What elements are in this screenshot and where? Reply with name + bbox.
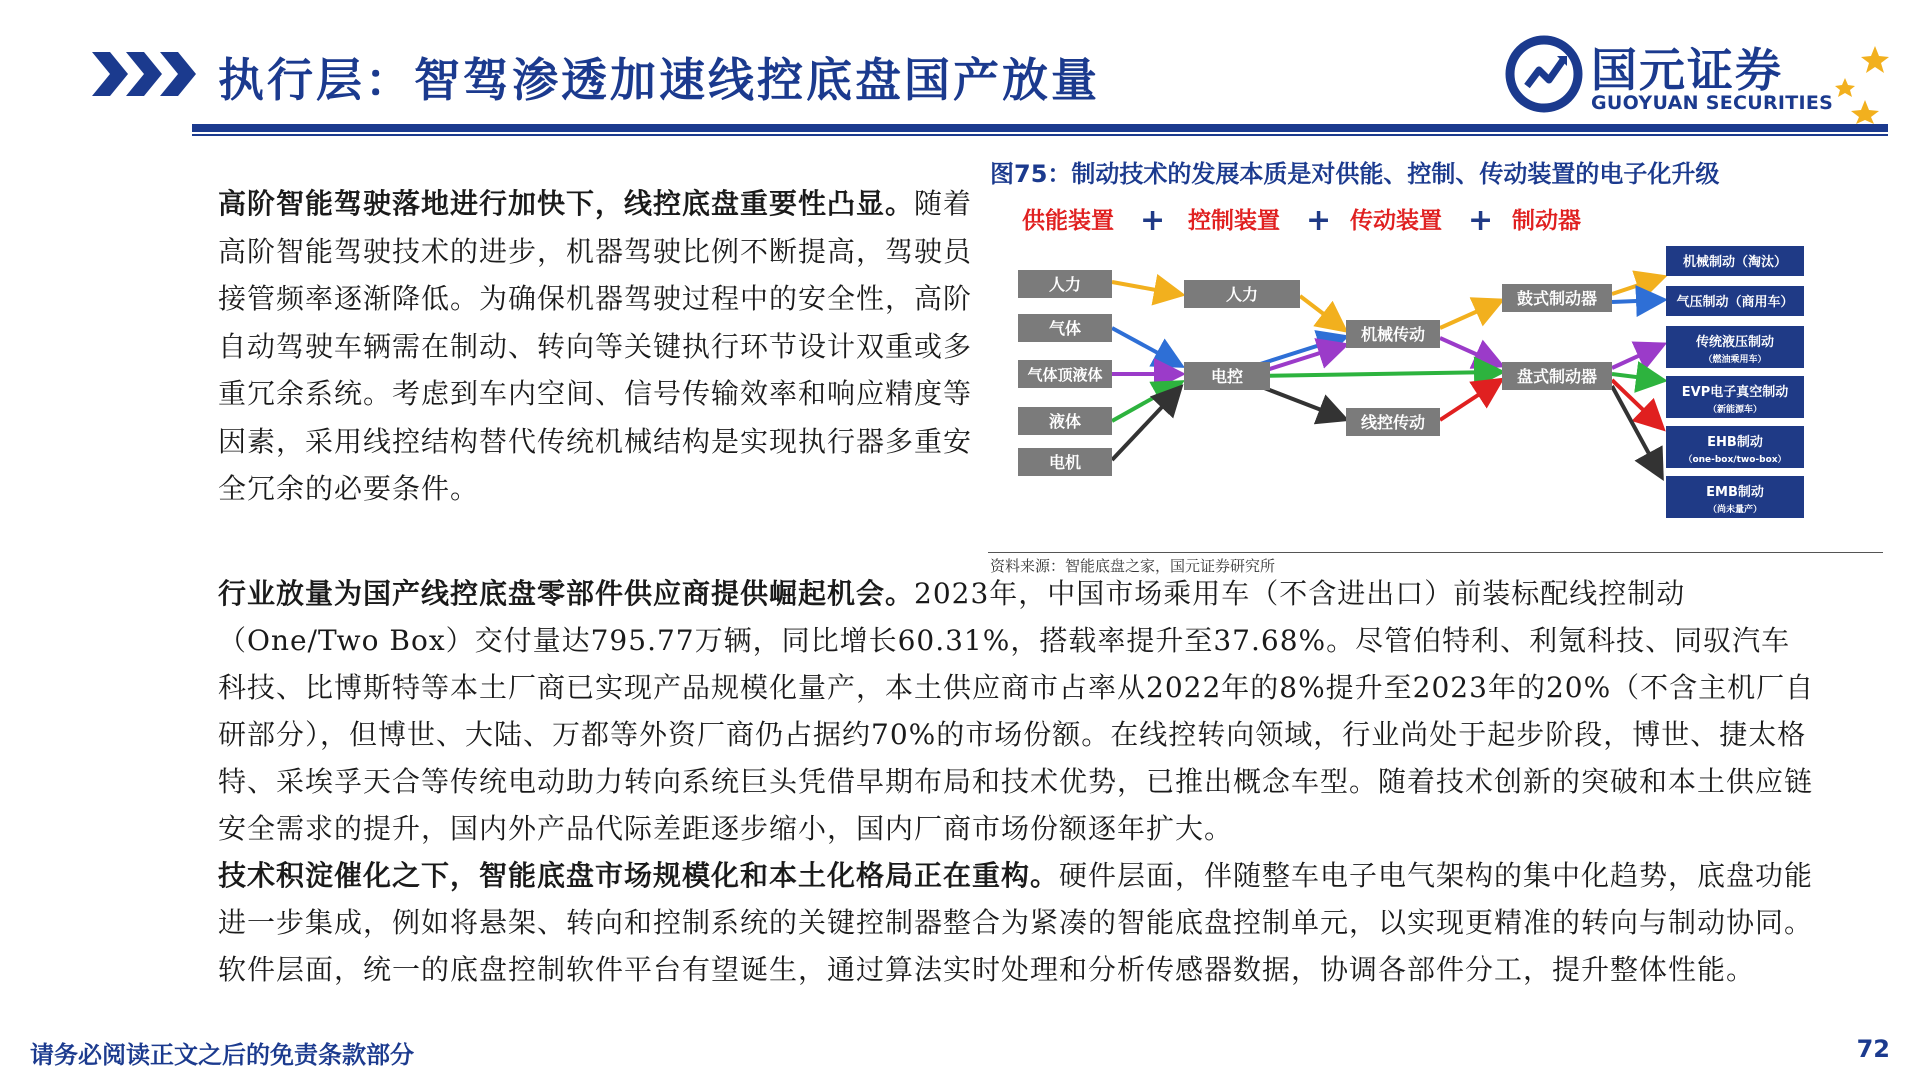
transmission-box-by-wire — [1346, 408, 1440, 436]
body-paragraph-1 — [218, 570, 1818, 852]
intro-bold: 高阶智能驾驶落地进行加快下，线控底盘重要性凸显。 — [218, 187, 915, 220]
energy-box-motor-label: 电机 — [1048, 453, 1082, 472]
output-box-emb-brake-label: EMB制动 — [1706, 485, 1764, 500]
output-box-emb-brake-sub: （尚未量产） — [1707, 505, 1763, 515]
output-box-ehb-brake — [1666, 426, 1804, 468]
legend-energy: 供能装置 — [1022, 208, 1114, 234]
energy-box-liquid-label: 液体 — [1048, 412, 1082, 431]
brake-box-drum — [1502, 284, 1612, 312]
logo-text-cn: 国元证券 — [1591, 43, 1783, 97]
body-paragraph-1-text: 2023年，中国市场乘用车（不含进出口）前装标配线控制动（One/Two Box）交付量达795.77万辆，同比增长60.31%，搭载率提升至37.68%。尽管伯特利、利氪科技、同驭汽车科技、比博斯特等本土厂商已实现产品规模化量产，本土供应商市占率从2022年的8%提升至2023年的20%（不含主机厂自研部分），但博世、大陆、万都等外资厂商仍占据约70%的市场份额。在线控转向领域，行业尚处于起步阶段，博世、捷太格特、采埃孚天合等传统电动助力转向系统巨头凭借早期布局和技术优势，已推出概念车型。随着技术创新的突破和本土供应链安全需求的提升，国内外产品代际差距逐步缩小，国内厂商市场份额逐年扩大。 — [218, 577, 1815, 845]
brake-box-disc — [1502, 362, 1612, 390]
page-number: 72 — [1856, 1035, 1890, 1063]
energy-box-human-label: 人力 — [1048, 275, 1082, 294]
body-paragraph-2-bold: 技术积淀催化之下，智能底盘市场规模化和本土化格局正在重构。 — [218, 859, 1060, 892]
company-logo — [1505, 34, 1905, 124]
header-rule-thin — [192, 134, 1888, 136]
output-box-evp-brake — [1666, 376, 1804, 418]
logo-text-en: GUOYUAN SECURITIES — [1591, 92, 1834, 114]
control-box-electronic — [1184, 362, 1270, 390]
output-box-air-brake-label: 气压制动（商用车） — [1676, 295, 1794, 310]
energy-box-motor — [1018, 448, 1112, 476]
output-box-ehb-brake-sub: （one-box/two-box） — [1683, 455, 1787, 465]
transmission-box-by-wire-label: 线控传动 — [1360, 413, 1426, 432]
intro-paragraph — [218, 180, 978, 513]
output-box-hydraulic-brake — [1666, 326, 1804, 368]
control-box-electronic-label: 电控 — [1210, 367, 1244, 386]
control-box-human-label: 人力 — [1225, 285, 1259, 304]
output-box-mechanical-brake — [1666, 246, 1804, 276]
energy-box-human — [1018, 270, 1112, 298]
transmission-box-mechanical-label: 机械传动 — [1360, 325, 1426, 344]
energy-box-liquid — [1018, 407, 1112, 435]
legend-brake: 制动器 — [1512, 208, 1581, 234]
brake-box-drum-label: 鼓式制动器 — [1516, 289, 1598, 308]
body-paragraph-2-text: 硬件层面，伴随整车电子电气架构的集中化趋势，底盘功能进一步集成，例如将悬架、转向和控制系统的关键控制器整合为紧凑的智能底盘控制单元，以实现更精准的转向与制动协同。软件层面，统一的底盘控制软件平台有望诞生，通过算法实时处理和分析传感器数据，协调各部件分工，提升整体性能。 — [218, 859, 1814, 986]
body-text — [218, 570, 1818, 993]
output-box-air-brake — [1666, 286, 1804, 316]
body-paragraph-1-bold: 行业放量为国产线控底盘零部件供应商提供崛起机会。 — [218, 577, 915, 610]
output-box-emb-brake — [1666, 476, 1804, 518]
brake-box-disc-label: 盘式制动器 — [1516, 367, 1598, 386]
output-box-hydraulic-brake-sub: （燃油乘用车） — [1703, 355, 1767, 365]
header-chevron-icon — [92, 52, 202, 96]
energy-box-gas-over-liquid — [1018, 360, 1112, 388]
legend-control: 控制装置 — [1188, 208, 1280, 234]
output-box-mechanical-brake-label: 机械制动（淘汰） — [1682, 255, 1788, 270]
output-box-evp-brake-label: EVP电子真空制动 — [1681, 385, 1789, 400]
legend-plus-2: + — [1306, 203, 1332, 238]
page-title: 执行层：智驾渗透加速线控底盘国产放量 — [218, 53, 1100, 107]
header-rule — [192, 124, 1888, 132]
legend-transmission: 传动装置 — [1350, 208, 1442, 234]
intro-text: 随着高阶智能驾驶技术的进步，机器驾驶比例不断提高，驾驶员接管频率逐渐降低。为确保机器驾驶过程中的安全性，高阶自动驾驶车辆需在制动、转向等关键执行环节设计双重或多重冗余系统。考虑到车内空间、信号传输效率和响应精度等因素，采用线控结构替代传统机械结构是实现执行器多重安全冗余的必要条件。 — [218, 187, 973, 505]
logo-emblem-icon — [1505, 34, 1583, 114]
output-box-ehb-brake-label: EHB制动 — [1707, 435, 1763, 450]
figure-source: 资料来源：智能底盘之家，国元证券研究所 — [990, 557, 1276, 575]
figure-source-rule — [988, 552, 1883, 553]
legend-plus-3: + — [1468, 203, 1494, 238]
brake-evolution-diagram — [1000, 198, 1880, 550]
control-box-human — [1184, 280, 1300, 308]
energy-box-gas-over-liquid-label: 气体顶液体 — [1027, 366, 1103, 384]
energy-box-gas — [1018, 314, 1112, 342]
logo-stars-icon — [1825, 44, 1903, 124]
energy-box-gas-label: 气体 — [1048, 319, 1082, 338]
figure-title: 图75：制动技术的发展本质是对供能、控制、传动装置的电子化升级 — [990, 160, 1720, 188]
body-paragraph-2 — [218, 852, 1818, 993]
transmission-box-mechanical — [1346, 320, 1440, 348]
output-box-hydraulic-brake-label: 传统液压制动 — [1695, 335, 1775, 350]
legend-plus-1: + — [1140, 203, 1166, 238]
output-box-evp-brake-sub: （新能源车） — [1707, 405, 1763, 415]
footer-disclaimer-link[interactable]: 请务必阅读正文之后的免责条款部分 — [30, 1040, 414, 1069]
